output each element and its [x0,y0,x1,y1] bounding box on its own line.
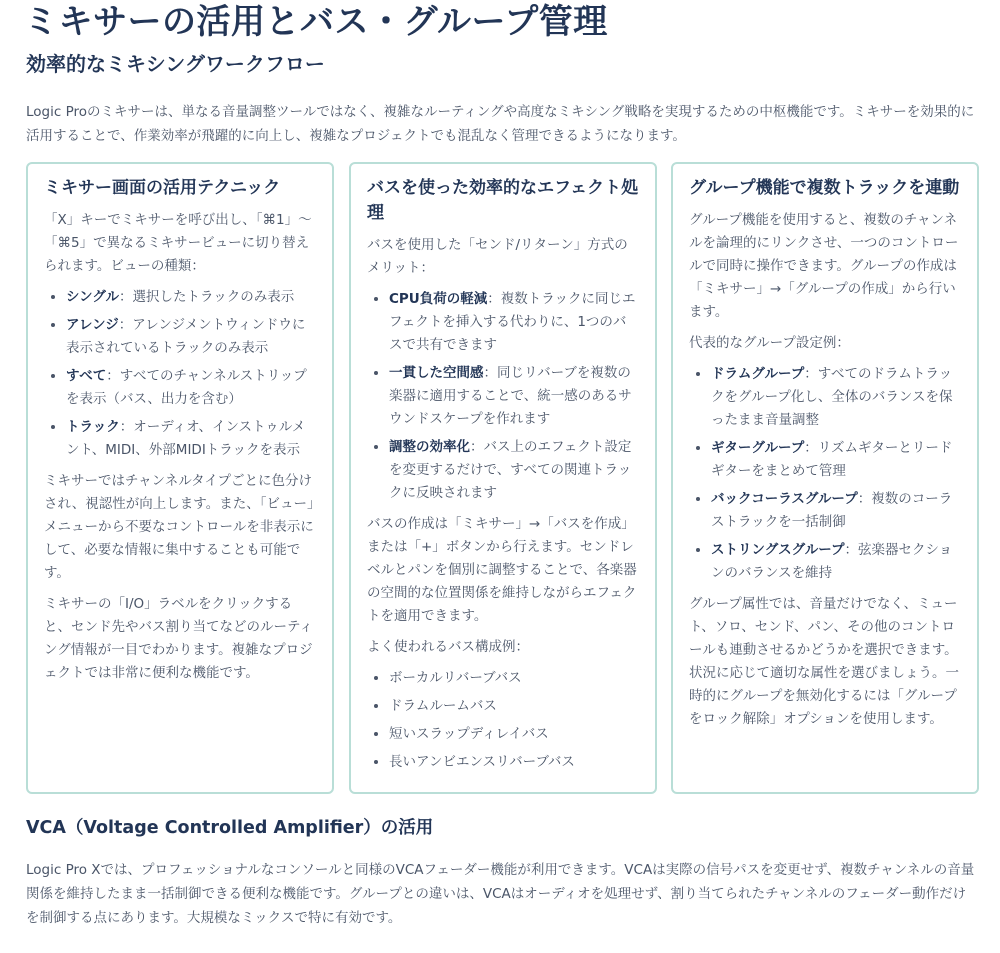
list-item: • ギターグループ：リズムギターとリードギターをまとめて管理 [711,437,961,483]
list-item: • シングル：選択したトラックのみ表示 [66,286,316,309]
list-item: • 一貫した空間感：同じリバーブを複数の楽器に適用することで、統一感のあるサウンドスケープを作れます [389,362,639,431]
card-title: グループ機能で複数トラックを連動 [689,178,960,198]
card-paragraph: よく使われるバス構成例： [367,639,529,655]
card-paragraph: バスを使用した「センド/リターン」方式のメリット： [367,237,628,276]
card-title: ミキサー画面の活用テクニック [44,178,281,198]
page-subtitle: 効率的なミキシングワークフロー [26,52,325,76]
list-item: • アレンジ：アレンジメントウィンドウに表示されているトラックのみ表示 [66,314,316,360]
card-paragraph: 「X」キーでミキサーを呼び出し、「⌘1」〜「⌘5」で異なるミキサービューに切り替えられます。ビューの種類： [44,212,312,274]
card-paragraph: グループ機能を使用すると、複数のチャンネルを論理的にリンクさせ、一つのコントロールで同時に操作できます。グループの作成は「ミキサー」→「グループの作成」から行います。 [689,212,959,320]
list-item: • 長いアンビエンスリバーブバス [389,751,639,774]
list-item: • 短いスラップディレイバス [389,723,639,746]
list-item: • トラック：オーディオ、インストゥルメント、MIDI、外部MIDIトラックを表示 [66,416,316,462]
list-item: • 調整の効率化：バス上のエフェクト設定を変更するだけで、すべての関連トラックに反映されます [389,436,639,505]
view-types-list [44,286,316,462]
card-paragraph: バスの作成は「ミキサー」→「バスを作成」または「+」ボタンから行えます。センドレベルとパンを個別に調整することで、各楽器の空間的な位置関係を維持しながらエフェクトを適用できます。 [367,516,637,624]
list-item: • すべて：すべてのチャンネルストリップを表示（バス、出力を含む） [66,365,316,411]
intro-paragraph: Logic Proのミキサーは、単なる音量調整ツールではなく、複雑なルーティングや高度なミキシング戦略を実現するための中枢機能です。ミキサーを効果的に活用することで、作業効率が飛躍的に向上し、複雑なプロジェクトでも混乱なく管理できるようになります。 [26,104,975,144]
list-item: • ボーカルリバーブバス [389,667,639,690]
card-paragraph: 代表的なグループ設定例： [689,335,850,351]
list-item: • CPU負荷の軽減：複数トラックに同じエフェクトを挿入する代わりに、1つのバスで共有できます [389,288,639,357]
card-mixer-techniques [26,162,334,794]
list-item: • ドラムルームバス [389,695,639,718]
bus-examples-list [367,667,639,774]
page-title: ミキサーの活用とバス・グループ管理 [24,2,608,42]
card-paragraph: グループ属性では、音量だけでなく、ミュート、ソロ、センド、パン、その他のコントロールも連動させるかどうかを選択できます。状況に応じて適切な属性を選びましょう。一時的にグループを無効化するには「グループをロック解除」オプションを使用します。 [689,596,959,727]
card-bus-effects [349,162,657,794]
card-group-function [671,162,979,794]
card-title: バスを使った効率的なエフェクト処理 [367,178,639,223]
vca-heading: VCA（Voltage Controlled Amplifier）の活用 [26,818,434,838]
list-item: • ドラムグループ：すべてのドラムトラックをグループ化し、全体のバランスを保ったまま音量調整 [711,363,961,432]
bus-benefits-list [367,288,639,505]
card-paragraph: ミキサーの「I/O」ラベルをクリックすると、センド先やバス割り当てなどのルーティング情報が一目でわかります。複雑なプロジェクトでは非常に便利な機能です。 [44,596,313,681]
list-item: • ストリングスグループ：弦楽器セクションのバランスを維持 [711,539,961,585]
vca-paragraph: Logic Pro Xでは、プロフェッショナルなコンソールと同様のVCAフェーダー機能が利用できます。VCAは実際の信号パスを変更せず、複数チャンネルの音量関係を維持したまま一括制御できる便利な機能です。グループとの違いは、VCAはオーディオを処理せず、割り当てられたチャンネルのフェーダー動作だけを制御する点にあります。大規模なミックスで特に有効です。 [26,862,975,926]
list-item: • バックコーラスグループ：複数のコーラストラックを一括制御 [711,488,961,534]
group-examples-list [689,363,961,585]
card-paragraph: ミキサーではチャンネルタイプごとに色分けされ、視認性が向上します。また、「ビュー」メニューから不要なコントロールを非表示にして、必要な情報に集中することも可能です。 [44,473,314,581]
